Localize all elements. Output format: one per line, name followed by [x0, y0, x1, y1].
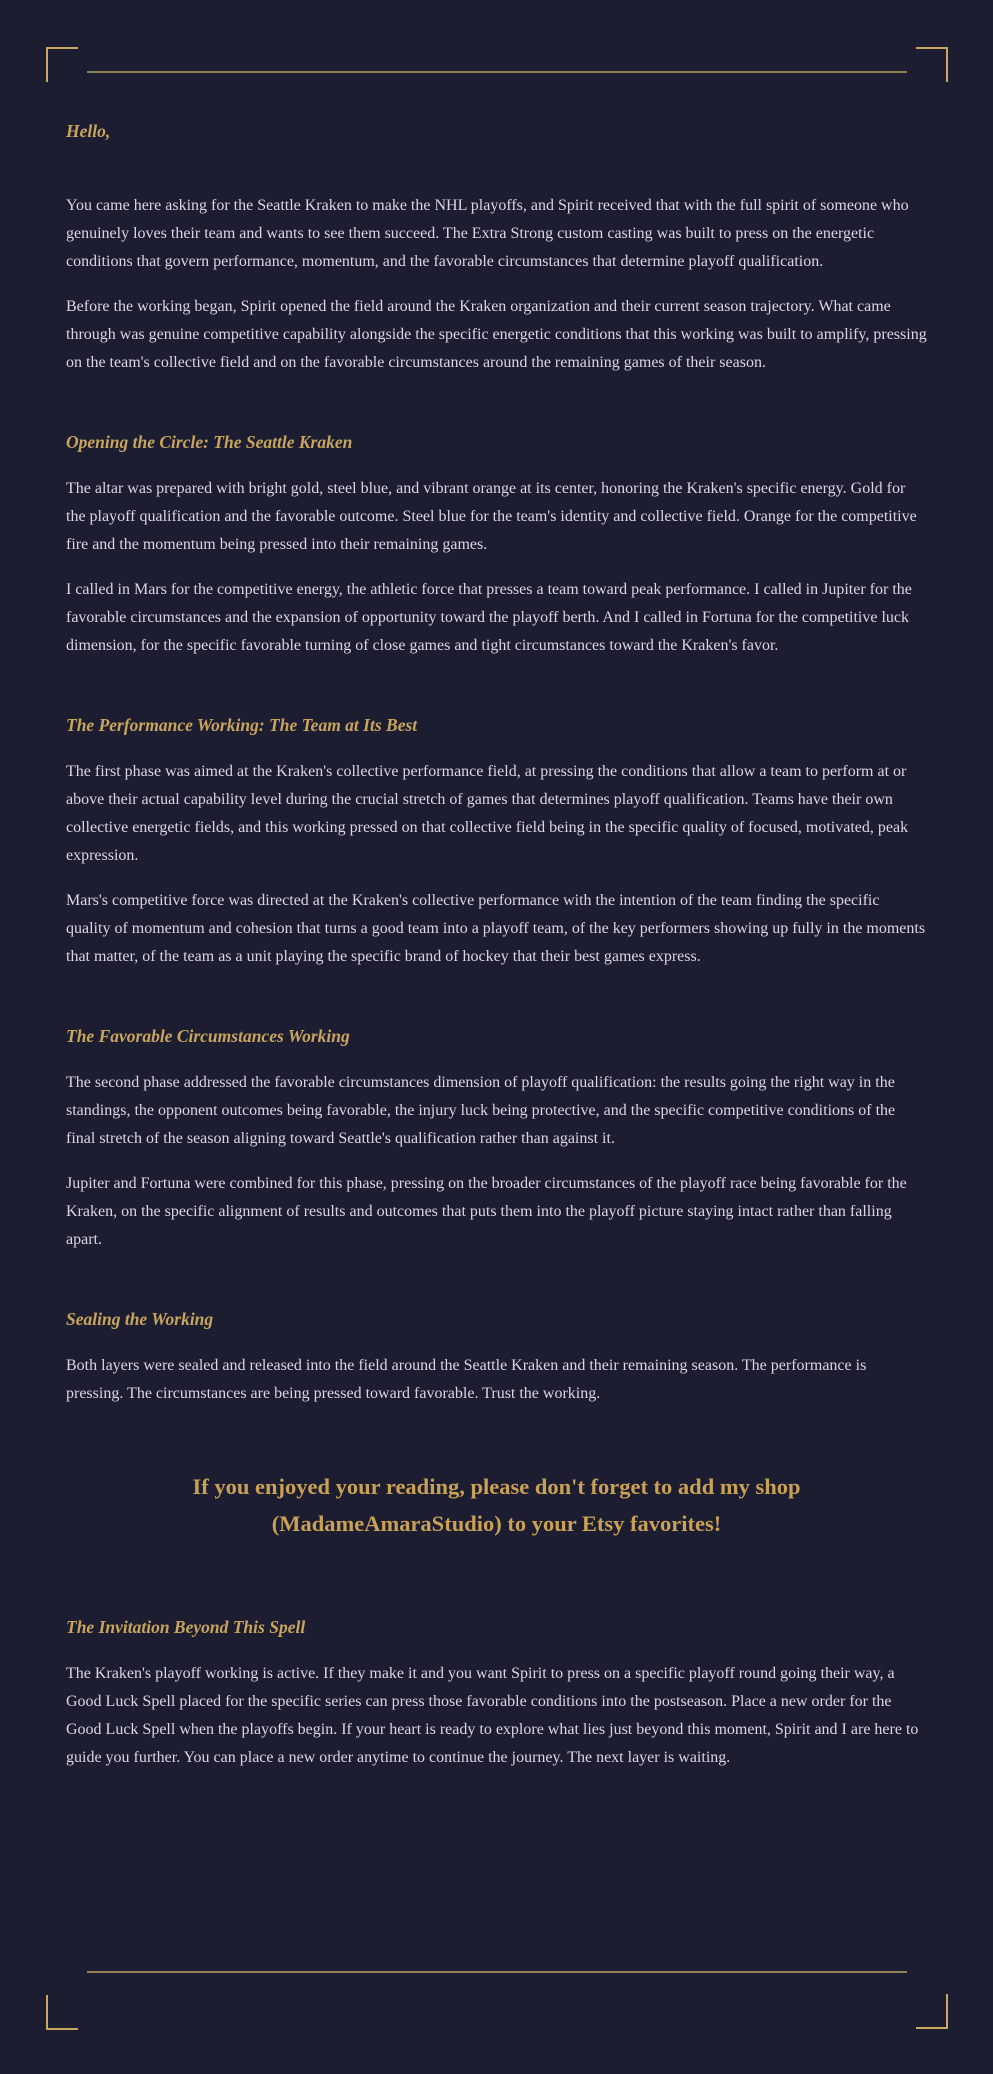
corner-bracket-bottom-left-icon: [46, 1995, 78, 2030]
corner-bracket-bottom-right-icon: [916, 1994, 948, 2029]
corner-bracket-top-left-icon: [46, 47, 78, 82]
bottom-divider: [87, 1971, 907, 1973]
closing-paragraph: The Kraken's playoff working is active. If they make it and you want Spirit to press on a specific playoff round going their way, a Good Luck Spell placed for the specific series can press those favorable conditions into the postseason. Place a new order for the Good Luck Spell when the playoffs begin. If your heart is ready to explore what lies just beyond this moment, Spirit and I are here to guide you further. You can place a new order anytime to continue the journey. The next layer is waiting.: [66, 1665, 919, 1766]
section-paragraph: Jupiter and Fortuna were combined for this phase, pressing on the broader circumstances of the playoff race being favorable for the Kraken, on the specific alignment of results and outcomes that puts them into the playoff picture staying intact rather than falling apart.: [66, 1175, 907, 1248]
intro-paragraph: Before the working began, Spirit opened the field around the Kraken organization and their current season trajectory. What came through was genuine competitive capability alongside the specific energetic conditions that this working was built to amplify, pressing on the team's collective field and on the favorable circumstances around the remaining games of their season.: [66, 298, 927, 371]
greeting-heading: Hello,: [66, 121, 111, 141]
section-paragraph: Mars's competitive force was directed at the Kraken's collective performance with the intention of the team finding the specific quality of momentum and cohesion that turns a good team into a playoff team, of the key performers showing up fully in the moments that matter, of the team as a unit playing the specific brand of hockey that their best games express.: [66, 892, 926, 965]
shop-favorite-callout-line2: (MadameAmaraStudio) to your Etsy favorites!: [271, 1511, 722, 1536]
intro-paragraph: You came here asking for the Seattle Kraken to make the NHL playoffs, and Spirit received that with the full spirit of someone who genuinely loves their team and wants to see them succeed. The Extra Strong custom casting was built to press on the energetic conditions that govern performance, momentum, and the favorable circumstances that determine playoff qualification.: [66, 197, 909, 270]
section-paragraph: The altar was prepared with bright gold, steel blue, and vibrant orange at its center, honoring the Kraken's specific energy. Gold for the playoff qualification and the favorable outcome. Steel blue for the team's identity and collective field. Orange for the competitive fire and the momentum being pressed into their remaining games.: [66, 480, 917, 553]
shop-favorite-callout: [97, 1468, 897, 1542]
section-heading-sealing-working: Sealing the Working: [66, 1309, 214, 1329]
section-paragraph: The second phase addressed the favorable circumstances dimension of playoff qualification: the results going the right way in the standings, the opponent outcomes being favorable, the injury luck being protective, and the specific competitive conditions of the final stretch of the season aligning toward Seattle's qualification rather than against it.: [66, 1074, 896, 1147]
section-heading-opening-circle: Opening the Circle: The Seattle Kraken: [66, 432, 353, 452]
section-heading-performance-working: The Performance Working: The Team at Its Best: [66, 715, 418, 735]
top-divider: [87, 71, 907, 73]
section-paragraph: Both layers were sealed and released into the field around the Seattle Kraken and their remaining season. The performance is pressing. The circumstances are being pressed toward favorable. Trust the working.: [66, 1357, 867, 1402]
corner-bracket-top-right-icon: [916, 47, 948, 82]
section-heading-invitation-beyond: The Invitation Beyond This Spell: [66, 1617, 306, 1637]
section-heading-favorable-circumstances: The Favorable Circumstances Working: [66, 1026, 350, 1046]
section-paragraph: The first phase was aimed at the Kraken's collective performance field, at pressing the conditions that allow a team to perform at or above their actual capability level during the crucial stretch of games that determines playoff qualification. Teams have their own collective energetic fields, and this working pressed on that collective field being in the specific quality of focused, motivated, peak expression.: [66, 763, 909, 864]
shop-favorite-callout-line1: If you enjoyed your reading, please don't forget to add my shop: [192, 1474, 801, 1499]
section-paragraph: I called in Mars for the competitive energy, the athletic force that presses a team toward peak performance. I called in Jupiter for the favorable circumstances and the expansion of opportunity toward the playoff berth. And I called in Fortuna for the competitive luck dimension, for the specific favorable turning of close games and tight circumstances toward the Kraken's favor.: [66, 581, 912, 654]
